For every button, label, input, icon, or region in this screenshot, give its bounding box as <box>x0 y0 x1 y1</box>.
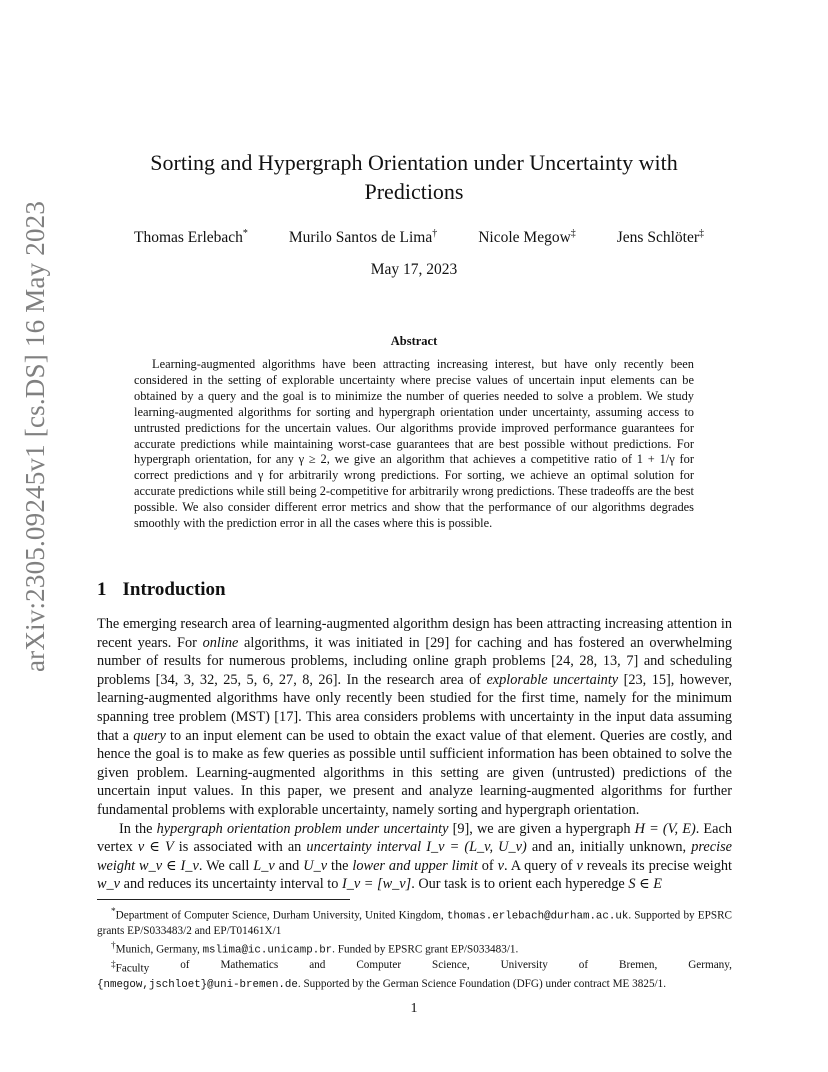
paragraph: The emerging research area of learning-augmented algorithm design has been attracting increasing attention in recent years. For online algorithms, it was initiated in [29] for caching and has fostered an overwhelming number of results for numerous problems, including online graph problems [24, 28, 13, 7] and scheduling problems [34, 3, 32, 25, 5, 6, 27, 8, 26]. In the research area of explorable uncertainty [23, 15], however, learning-augmented algorithms have only recently been studied for the first time, namely for the minimum spanning tree problem (MST) [17]. This area considers problems with uncertainty in the input data assuming that a query to an input element can be used to obtain the exact value of that element. Queries are costly, and hence the goal is to make as few queries as possible until sufficient information has been obtained to solve the given problem. Learning-augmented algorithms in this setting are given (untrusted) predictions of the uncertain input values. In this paper, we present and analyze learning-augmented algorithms for further fundamental problems with explorable uncertainty, namely sorting and hypergraph orientation. <box>97 616 733 818</box>
author-footnote-mark: * <box>242 228 248 239</box>
emphasis: query <box>133 727 166 744</box>
introduction-body <box>97 615 732 894</box>
footnote: †Munich, Germany, mslima@ic.unicamp.br. Funded by EPSRC grant EP/S033483/1. <box>111 940 519 957</box>
author: Murilo Santos de Lima† <box>288 228 438 247</box>
math-expression: v ∈ V <box>137 839 174 856</box>
abstract-heading: Abstract <box>390 334 438 348</box>
email-address: {nmegow,jschloet}@uni-bremen.de <box>97 978 298 991</box>
author-footnote-mark: ‡ <box>570 228 576 239</box>
math-expression: U_v <box>303 857 328 874</box>
footnote-mark: † <box>111 940 116 951</box>
author-footnote-mark: ‡ <box>699 228 704 239</box>
email-address: mslima@ic.unicamp.br <box>202 944 333 957</box>
footnote: *Department of Computer Science, Durham University, United Kingdom, thomas.erlebach@durham.ac.uk. Supported by EPSRC grants EP/S033483/2 and EP/T01461X/1 <box>97 907 732 938</box>
emphasis: online <box>202 634 239 651</box>
paragraph: In the hypergraph orientation problem under uncertainty [9], we are given a hypergraph H = (V, E). Each vertex v ∈ V is associated with an uncertainty interval I_v = (L_v, U_v) and an, initially unknown, precise weight w_v ∈ I_v. We call L_v and U_v the lower and upper limit of v. A query of v reveals its precise weight w_v and reduces its uncertainty interval to I_v = [w_v]. Our task is to orient each hyperedge S ∈ E <box>97 820 733 893</box>
arxiv-identifier-stamp: arXiv:2305.09245v1 [cs.DS] 16 May 2023 <box>20 200 50 672</box>
author-list <box>134 228 704 247</box>
math-expression: S ∈ E <box>628 876 662 893</box>
author: Jens Schlöter‡ <box>616 228 704 247</box>
footnote-continuation: {nmegow,jschloet}@uni-bremen.de. Supported by the German Science Foundation (DFG) under contract ME 3825/1. <box>97 977 667 991</box>
section-number: 1 <box>97 579 107 600</box>
math-expression: I_v = [w_v] <box>341 876 412 893</box>
footnote-affiliation-line: ‡Faculty of Mathematics and Computer Science, University of Bremen, Germany, <box>111 959 732 975</box>
math-expression: I_v = (L_v, U_v) <box>421 839 527 856</box>
math-expression: L_v <box>253 857 275 874</box>
abstract-text: Learning-augmented algorithms have been attracting increasing interest, but have only recently been considered in the setting of explorable uncertainty where precise values of uncertain input elements can be obtained by a query and the goal is to minimize the number of queries needed to solve a problem. We study learning-augmented algorithms for sorting and hypergraph orientation under uncertainty, assuming access to untrusted predictions for the uncertain values. Our algorithms provide improved performance guarantees for accurate predictions while maintaining worst-case guarantees that are best possible without predictions. For hypergraph orientation, for any γ ≥ 2, we give an algorithm that achieves a competitive ratio of 1 + 1/γ for correct predictions and γ for arbitrarily wrong predictions. For sorting, we achieve an optimal solution for accurate predictions while still being 2-competitive for arbitrarily wrong predictions. These tradeoffs are the best possible. We also consider different error metrics and show that the performance of our algorithms degrades smoothly with the prediction error in all the cases where this is possible. <box>134 357 694 531</box>
author: Thomas Erlebach* <box>134 228 248 247</box>
math-expression: w_v <box>97 876 121 893</box>
emphasis: explorable uncertainty <box>486 671 619 688</box>
footnote-divider <box>97 899 350 900</box>
author: Nicole Megow‡ <box>478 228 576 247</box>
title-line-1: Sorting and Hypergraph Orientation under Uncertainty with <box>150 150 678 175</box>
emphasis: uncertainty interval <box>306 839 422 856</box>
footnotes <box>97 905 732 992</box>
math-expression: H = (V, E) <box>634 820 696 837</box>
math-expression: v <box>576 857 583 874</box>
footnote-mark: ‡ <box>111 960 116 971</box>
title-line-2: Predictions <box>364 179 464 204</box>
emphasis: precise weight <box>97 839 732 874</box>
publication-date: May 17, 2023 <box>370 261 458 278</box>
footnote-mark: * <box>111 907 116 917</box>
math-expression: w_v ∈ I_v <box>135 857 199 874</box>
paper-title <box>120 148 708 206</box>
math-expression: v <box>497 857 504 874</box>
email-address: thomas.erlebach@durham.ac.uk <box>446 910 629 923</box>
emphasis: lower and upper limit <box>352 857 478 874</box>
section-title: Introduction <box>122 579 226 600</box>
section-heading <box>97 579 226 601</box>
author-footnote-mark: † <box>432 228 438 239</box>
emphasis: hypergraph orientation problem under uncertainty <box>156 820 449 837</box>
page-number: 1 <box>410 1001 418 1016</box>
